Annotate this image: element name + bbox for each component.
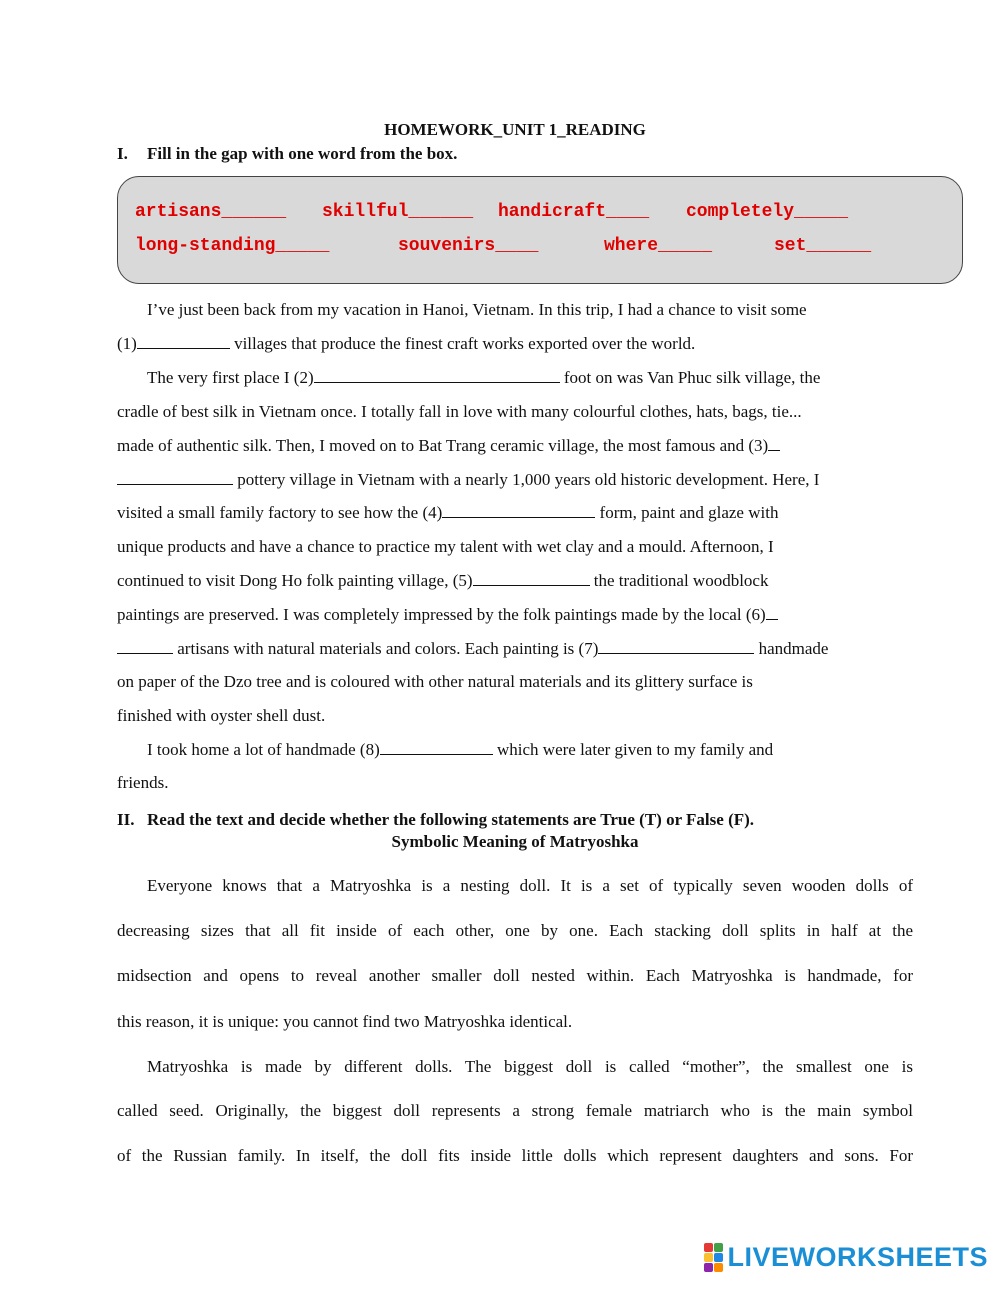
word-option[interactable]: skillful______ <box>322 202 474 222</box>
word-option[interactable]: set______ <box>774 236 872 256</box>
word-option[interactable]: long-standing_____ <box>135 236 330 256</box>
passage-2-line: called seed. Originally, the biggest doll represents a strong female matriarch who is the main symbol <box>117 1101 913 1120</box>
passage-1-text: the traditional woodblock <box>589 571 769 590</box>
word-option[interactable]: where_____ <box>604 236 713 256</box>
passage-1-line <box>147 740 773 760</box>
word-option[interactable]: completely_____ <box>686 202 849 222</box>
gap-4-blank[interactable] <box>442 503 595 518</box>
passage-1-line: cradle of best silk in Vietnam once. I totally fall in love with many colourful clothes, hats, bags, tie... <box>117 402 802 421</box>
word-option[interactable]: handicraft____ <box>498 202 650 222</box>
passage-1-line: friends. <box>117 773 169 792</box>
gap-3-blank[interactable] <box>117 470 233 485</box>
passage-1-line <box>117 470 819 490</box>
passage-2-line: Everyone knows that a Matryoshka is a nesting doll. It is a set of typically seven wooden dolls of <box>147 876 913 895</box>
liveworksheets-logo <box>704 1242 988 1273</box>
passage-2-line: of the Russian family. In itself, the doll fits inside little dolls which represent daughters and sons. For <box>117 1146 913 1165</box>
passage-2-line: this reason, it is unique: you cannot find two Matryoshka identical. <box>117 1012 573 1031</box>
word-option[interactable]: souvenirs____ <box>398 236 539 256</box>
passage-1-line <box>117 571 768 591</box>
passage-1-line <box>117 334 695 354</box>
gap-6-blank-start[interactable] <box>766 605 778 620</box>
gap-1-blank[interactable] <box>137 334 230 349</box>
gap-number: (1) <box>117 334 137 353</box>
passage-1-text: paintings are preserved. I was completely impressed by the folk paintings made by the local (6) <box>117 605 766 624</box>
gap-5-blank[interactable] <box>473 571 590 586</box>
section-2-subtitle: Symbolic Meaning of Matryoshka <box>391 832 639 851</box>
section-2-instruction: Read the text and decide whether the following statements are True (T) or False (F). <box>147 810 755 829</box>
passage-1-text: I took home a lot of handmade (8) <box>147 740 380 759</box>
passage-1-line <box>117 639 828 659</box>
passage-1-text: which were later given to my family and <box>492 740 774 759</box>
section-2-heading <box>117 810 754 830</box>
word-box <box>117 176 963 284</box>
passage-1-text: made of authentic silk. Then, I moved on to Bat Trang ceramic village, the most famous and (3) <box>117 436 769 455</box>
passage-1-line: unique products and have a chance to practice my talent with wet clay and a mould. Afternoon, I <box>117 537 774 556</box>
gap-7-blank[interactable] <box>598 639 754 654</box>
section-1-instruction: Fill in the gap with one word from the box. <box>147 144 458 163</box>
passage-1-line: finished with oyster shell dust. <box>117 706 326 725</box>
gap-6-blank[interactable] <box>117 639 173 654</box>
passage-1-text: form, paint and glaze with <box>595 503 779 522</box>
word-option[interactable]: artisans______ <box>135 202 287 222</box>
section-1-heading <box>117 144 457 164</box>
passage-1-line <box>117 436 780 456</box>
section-2-number: II. <box>117 810 135 829</box>
passage-2-line: decreasing sizes that all fit inside of each other, one by one. Each stacking doll splits in half at the <box>117 921 913 940</box>
gap-8-blank[interactable] <box>380 740 493 755</box>
passage-1-text: continued to visit Dong Ho folk painting village, (5) <box>117 571 473 590</box>
passage-2-line: Matryoshka is made by different dolls. The biggest doll is called “mother”, the smallest one is <box>147 1057 913 1076</box>
liveworksheets-blocks-icon <box>704 1243 723 1272</box>
passage-1-text: pottery village in Vietnam with a nearly 1,000 years old historic development. Here, I <box>233 470 820 489</box>
passage-1-line: on paper of the Dzo tree and is coloured with other natural materials and its glittery surface is <box>117 672 753 691</box>
passage-1-text: foot on was Van Phuc silk village, the <box>559 368 821 387</box>
gap-3-blank-start[interactable] <box>768 436 780 451</box>
passage-1-text: artisans with natural materials and colors. Each painting is (7) <box>173 639 599 658</box>
passage-2-line: midsection and opens to reveal another smaller doll nested within. Each Matryoshka is handmade, for <box>117 966 913 985</box>
passage-1-text: villages that produce the finest craft works exported over the world. <box>229 334 696 353</box>
passage-1-line <box>117 503 778 523</box>
passage-1-line <box>117 605 778 625</box>
passage-1-text: visited a small family factory to see how the (4) <box>117 503 443 522</box>
passage-1-text: handmade <box>754 639 829 658</box>
passage-1-text: The very first place I (2) <box>147 368 314 387</box>
passage-1-line <box>147 368 820 388</box>
passage-1-line: I’ve just been back from my vacation in Hanoi, Vietnam. In this trip, I had a chance to visit some <box>147 300 807 319</box>
gap-2-blank[interactable] <box>314 368 560 383</box>
logo-text: LIVEWORKSHEETS <box>727 1242 988 1272</box>
section-1-number: I. <box>117 144 128 163</box>
page-title: HOMEWORK_UNIT 1_READING <box>384 120 646 139</box>
